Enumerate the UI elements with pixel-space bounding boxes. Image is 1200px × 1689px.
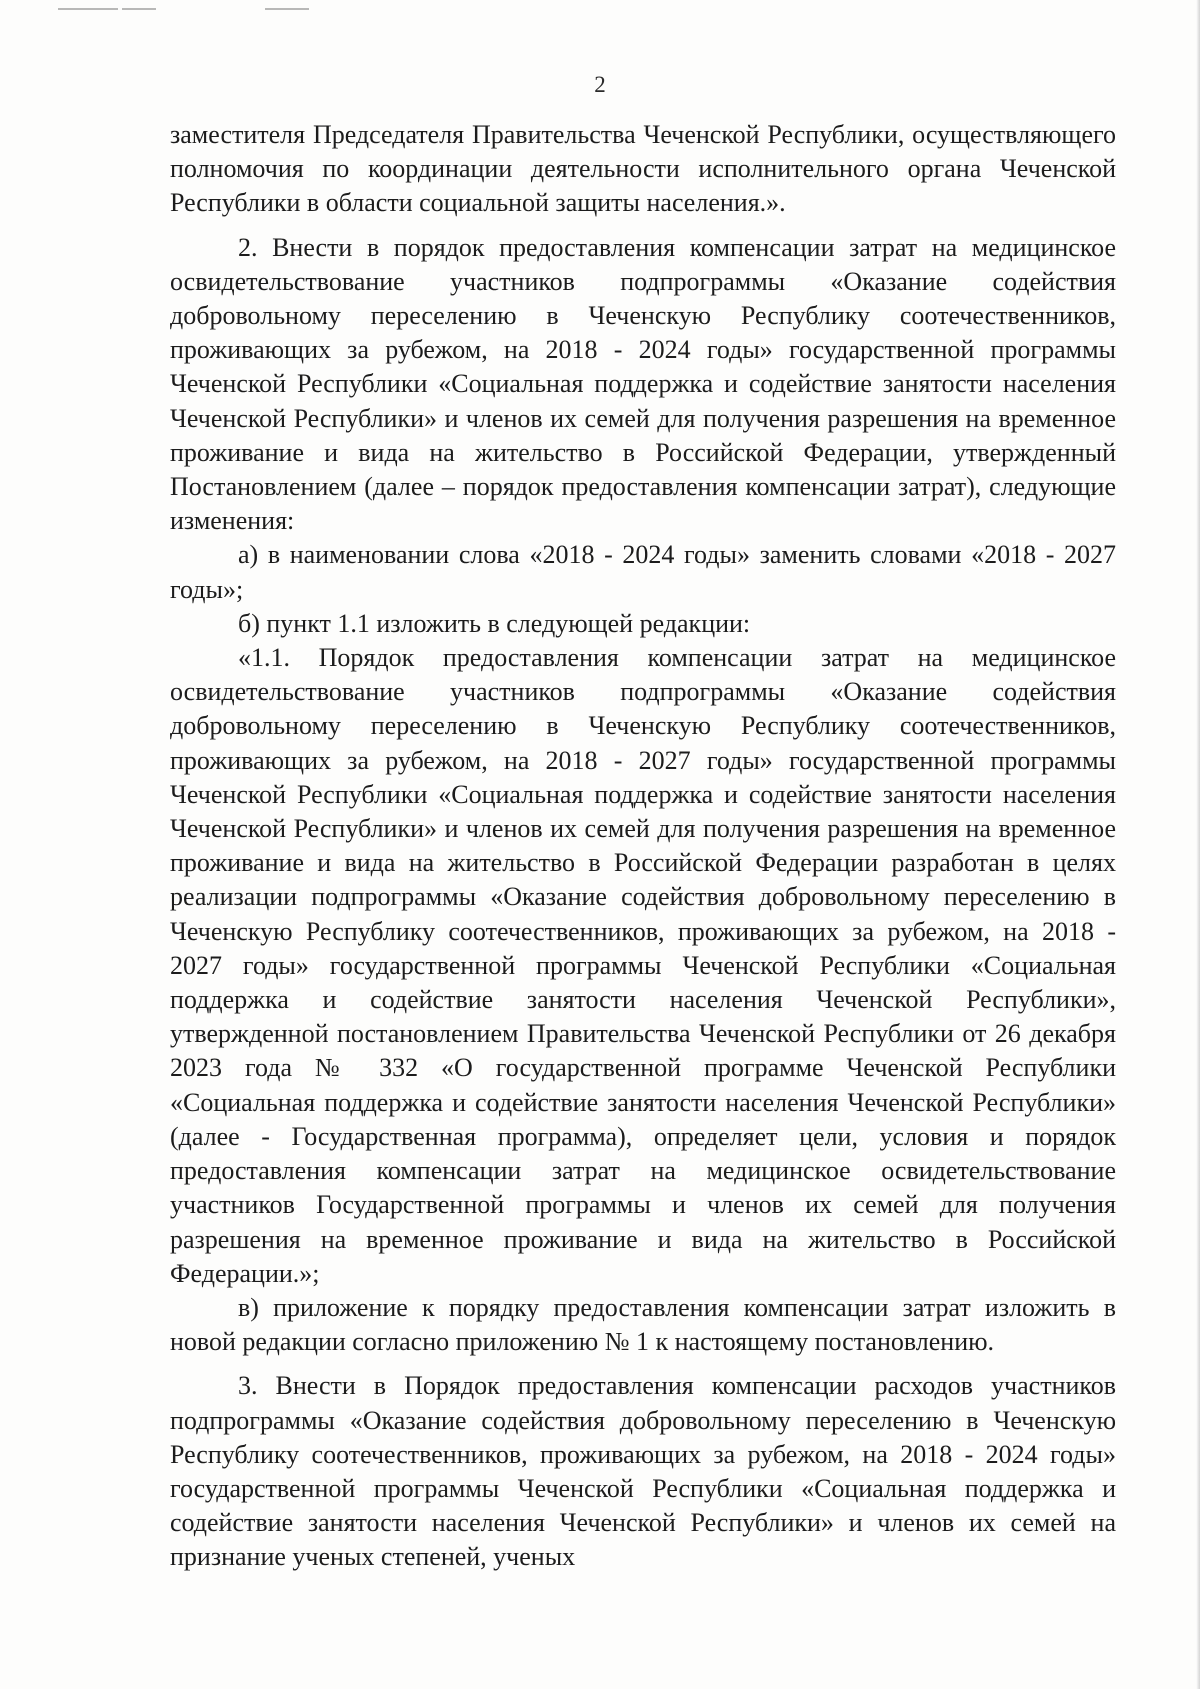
scan-artifact xyxy=(122,8,156,10)
document-body xyxy=(170,118,1116,1575)
paragraph-continuation: заместителя Председателя Правительства Чеченской Республики, осуществляющего полномочия по координации деятельности исполнительного органа Чеченской Республики в области социальной защиты населения.». xyxy=(170,120,1116,218)
scan-artifact xyxy=(58,8,118,10)
scan-artifact xyxy=(265,8,309,10)
paragraph-subitem-a: а) в наименовании слова «2018 - 2024 годы» заменить словами «2018 - 2027 годы»; xyxy=(170,540,1116,604)
paragraph-subitem-b: б) пункт 1.1 изложить в следующей редакции: xyxy=(238,608,751,638)
paragraph-item-2: 2. Внести в порядок предоставления компенсации затрат на медицинское освидетельствование участников подпрограммы «Оказание содействия добровольному переселению в Чеченскую Республику соотечественников, проживающих за рубежом, на 2018 - 2024 годы» государственной программы Чеченской Республики «Социальная поддержка и содействие занятости населения Чеченской Республики» и членов их семей для получения разрешения на временное проживание и вида на жительство в Российской Федерации, утвержденный Постановлением (далее – порядок предоставления компенсации затрат), следующие изменения: xyxy=(170,232,1116,536)
paragraph-quoted-1-1: «1.1. Порядок предоставления компенсации затрат на медицинское освидетельствование участников подпрограммы «Оказание содействия добровольному переселению в Чеченскую Республику соотечественников, проживающих за рубежом, на 2018 - 2027 годы» государственной программы Чеченской Республики «Социальная поддержка и содействие занятости населения Чеченской Республики» и членов их семей для получения разрешения на временное проживание и вида на жительство в Российской Федерации разработан в целях реализации подпрограммы «Оказание содействия добровольному переселению в Чеченскую Республику соотечественников, проживающих за рубежом, на 2018 - 2027 годы» государственной программы Чеченской Республики «Социальная поддержка и содействие занятости населения Чеченской Республики», утвержденной постановлением Правительства Чеченской Республики от 26 декабря 2023 года № 332 «О государственной программе Чеченской Республики «Социальная поддержка и содействие занятости населения Чеченской Республики» (далее - Государственная программа), определяет цели, условия и порядок предоставления компенсации затрат на медицинское освидетельствование участников Государственной программы и членов их семей для получения разрешения на временное проживание и вида на жительство в Российской Федерации.»; xyxy=(170,643,1116,1288)
page-number: 2 xyxy=(594,72,606,97)
paragraph-subitem-v: в) приложение к порядку предоставления компенсации затрат изложить в новой редакции согласно приложению № 1 к настоящему постановлению. xyxy=(170,1292,1116,1357)
paragraph-item-3: 3. Внести в Порядок предоставления компенсации расходов участников подпрограммы «Оказание содействия добровольному переселению в Чеченскую Республику соотечественников, проживающих за рубежом, на 2018 - 2024 годы» государственной программы Чеченской Республики «Социальная поддержка и содействие занятости населения Чеченской Республики» и членов их семей на признание ученых степеней, ученых xyxy=(170,1371,1116,1572)
page-edge-shadow xyxy=(1196,0,1200,1689)
